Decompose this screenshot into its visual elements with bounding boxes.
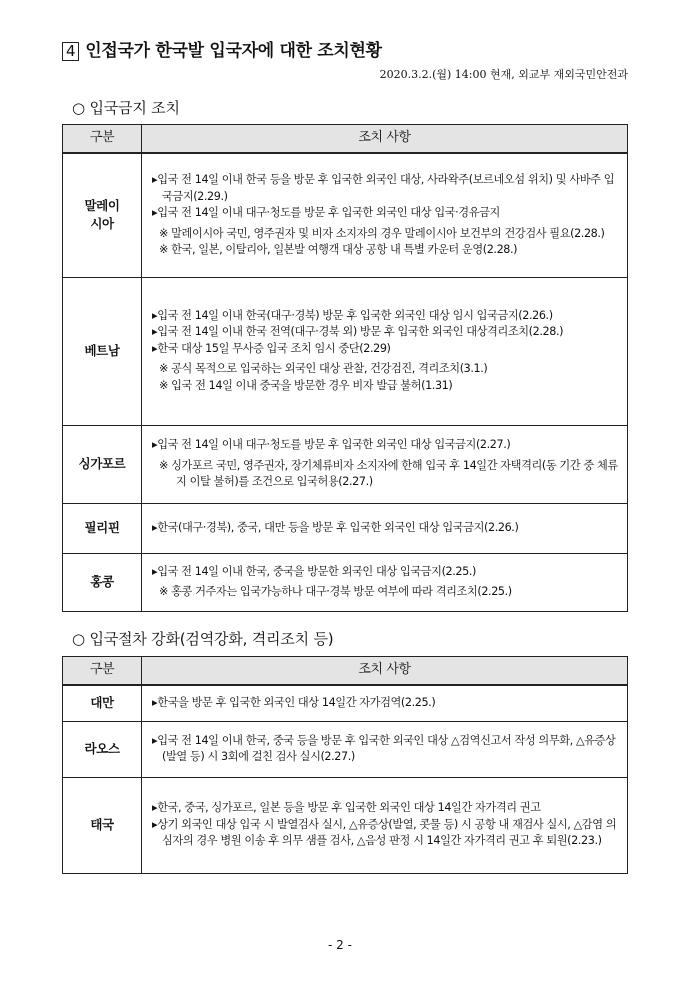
section-number-box: 4 <box>62 42 79 61</box>
measure-item: ▸한국 대상 15일 무사증 입국 조치 임시 중단(2.29) <box>152 341 391 355</box>
table-row <box>63 777 628 873</box>
page-number: - 2 - <box>328 938 352 952</box>
table-header-row <box>63 657 628 686</box>
col-header-measure: 조치 사항 <box>142 125 628 154</box>
measure-item: ▸입국 전 14일 이내 한국 전역(대구·경북 외) 방문 후 입국한 외국인 대상격리조치(2.28.) <box>152 325 564 339</box>
measure-note: ※ 한국, 일본, 이탈리아, 일본발 여행객 대상 공항 내 특별 카운터 운영(2.28.) <box>159 243 518 256</box>
measure-item: ▸한국(대구·경북), 중국, 대만 등을 방문 후 입국한 외국인 대상 입국금지(2.26.) <box>152 520 519 534</box>
table-row <box>63 425 628 503</box>
entry-procedure-table <box>62 656 628 874</box>
measure-item: ▸입국 전 14일 이내 한국 등을 방문 후 입국한 외국인 대상, 사라왁주(보르네오섬 위치) 및 사바주 입국금지(2.29.) <box>152 173 615 203</box>
country-cell: 라오스 <box>63 721 142 777</box>
measure-item: ▸입국 전 14일 이내 한국, 중국을 방문한 외국인 대상 입국금지(2.25.) <box>152 564 476 578</box>
country-cell: 필리핀 <box>63 503 142 553</box>
measure-cell <box>142 685 628 721</box>
measure-note: ※ 홍콩 거주자는 입국가능하나 대구·경북 방문 여부에 따라 격리조치(2.25.) <box>159 585 512 598</box>
country-cell: 대만 <box>63 685 142 721</box>
measure-item: ▸입국 전 14일 이내 한국(대구·경북) 방문 후 입국한 외국인 대상 임시 입국금지(2.26.) <box>152 308 553 322</box>
col-header-measure: 조치 사항 <box>142 657 628 686</box>
dateline: 2020.3.2.(월) 14:00 현재, 외교부 재외국민안전과 <box>379 68 628 81</box>
section-heading-entry-procedure: ○ 입국절차 강화(검역강화, 격리조치 등) <box>72 630 334 648</box>
measure-note: ※ 입국 전 14일 이내 중국을 방문한 경우 비자 발급 불허(1.31) <box>159 378 453 392</box>
page-title <box>62 36 382 61</box>
measure-item: ▸입국 전 14일 이내 대구·청도를 방문 후 입국한 외국인 대상 입국·경유금지 <box>152 206 500 219</box>
measure-note: ※ 말레이시아 국민, 영주권자 및 비자 소지자의 경우 말레이시아 보건부의 건강검사 필요(2.28.) <box>159 226 605 240</box>
measure-note: ※ 공식 목적으로 입국하는 외국인 대상 관찰, 건강검진, 격리조치(3.1.) <box>159 362 488 376</box>
table-row <box>63 685 628 721</box>
col-header-country: 구분 <box>63 125 142 154</box>
measure-item: ▸한국을 방문 후 입국한 외국인 대상 14일간 자가검역(2.25.) <box>152 696 436 709</box>
page-title-text: 인접국가 한국발 입국자에 대한 조치현황 <box>85 41 382 61</box>
measure-note: ※ 싱가포르 국민, 영주권자, 장기체류비자 소지자에 한해 입국 후 14일간 자택격리(동 기간 중 체류지 이탈 불허)를 조건으로 입국허용(2.27.) <box>159 458 618 489</box>
measure-item: ▸상기 외국인 대상 입국 시 발열검사 실시, △유증상(발열, 콧물 등) 시 공항 내 재검사 실시, △감염 의심자의 경우 병원 이송 후 의무 샘플 검사, △음성 판정 시 14일간 자가격리 권고 후 퇴원(2.23.) <box>152 817 617 848</box>
country-cell: 베트남 <box>63 277 142 425</box>
country-cell: 말레이 시아 <box>63 153 142 277</box>
table-row <box>63 153 628 277</box>
table-row <box>63 503 628 553</box>
country-cell: 태국 <box>63 777 142 873</box>
measure-item: ▸한국, 중국, 싱가포르, 일본 등을 방문 후 입국한 외국인 대상 14일간 자가격리 권고 <box>152 801 541 815</box>
col-header-country: 구분 <box>63 657 142 686</box>
country-cell: 홍콩 <box>63 553 142 611</box>
table-header-row <box>63 125 628 154</box>
measure-cell <box>142 277 628 425</box>
measure-cell <box>142 503 628 553</box>
entry-ban-table <box>62 124 628 612</box>
measure-item: ▸입국 전 14일 이내 한국, 중국 등을 방문 후 입국한 외국인 대상 △검역신고서 작성 의무화, △유증상(발열 등) 시 3회에 걸친 검사 실시(2.27.) <box>152 733 616 763</box>
measure-cell <box>142 721 628 777</box>
country-cell: 싱가포르 <box>63 425 142 503</box>
table-row <box>63 277 628 425</box>
measure-cell <box>142 777 628 873</box>
measure-cell <box>142 425 628 503</box>
measure-cell <box>142 553 628 611</box>
measure-item: ▸입국 전 14일 이내 대구·청도를 방문 후 입국한 외국인 대상 입국금지(2.27.) <box>152 438 511 452</box>
table-row <box>63 721 628 777</box>
measure-cell <box>142 153 628 277</box>
table-row <box>63 553 628 611</box>
section-heading-entry-ban: ○ 입국금지 조치 <box>72 99 180 117</box>
